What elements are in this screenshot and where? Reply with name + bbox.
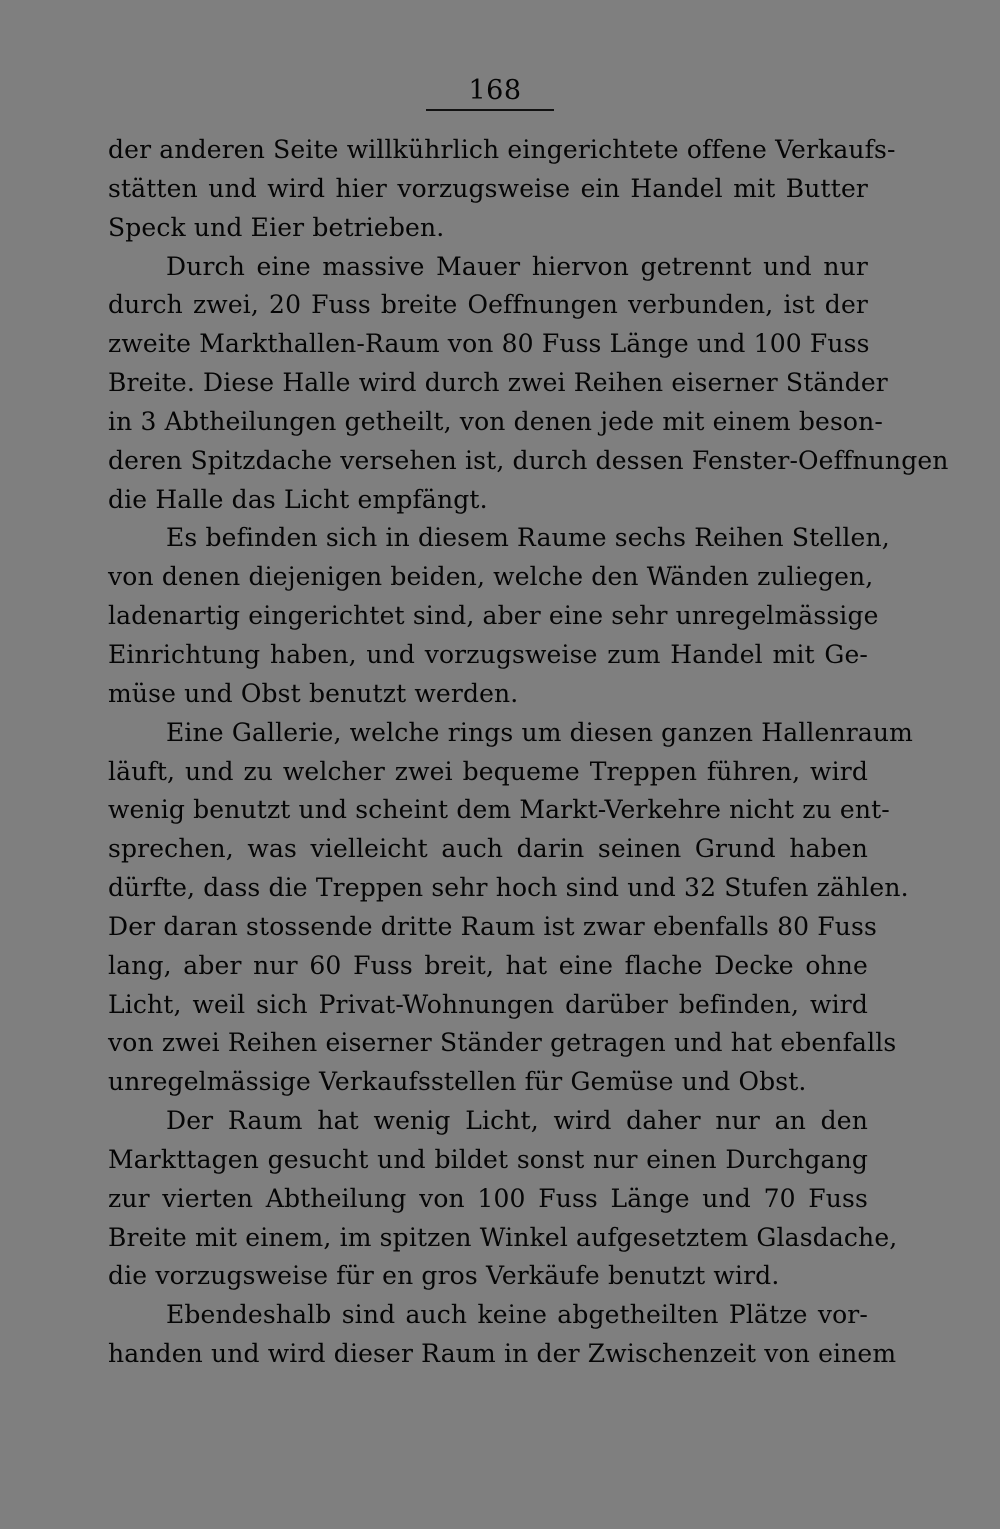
text-line: durch zwei, 20 Fuss breite Oeffnungen verbunden, ist der <box>108 290 868 320</box>
text-line: Speck und Eier betrieben. <box>108 212 445 242</box>
text-line: Licht, weil sich Privat-Wohnungen darüber befinden, wird <box>108 989 868 1019</box>
text-line: stätten und wird hier vorzugsweise ein Handel mit Butter <box>108 173 868 203</box>
text-line: wenig benutzt und scheint dem Markt-Verkehre nicht zu ent- <box>108 795 890 825</box>
text-line: unregelmässige Verkaufsstellen für Gemüse und Obst. <box>108 1067 807 1097</box>
text-line: dürfte, dass die Treppen sehr hoch sind und 32 Stufen zählen. <box>108 873 909 903</box>
text-line: ladenartig eingerichtet sind, aber eine sehr unregelmässige <box>108 601 879 631</box>
text-line: der anderen Seite willkührlich eingerichtete offene Verkaufs- <box>108 135 896 164</box>
text-line: Der daran stossende dritte Raum ist zwar ebenfalls 80 Fuss <box>108 911 877 941</box>
text-line: lang, aber nur 60 Fuss breit, hat eine flache Decke ohne <box>108 950 868 980</box>
text-line: von denen diejenigen beiden, welche den Wänden zuliegen, <box>108 562 874 592</box>
text-line: die Halle das Licht empfängt. <box>108 484 488 514</box>
text-line: Ebendeshalb sind auch keine abgetheilten Plätze vor- <box>166 1300 868 1330</box>
text-line: Markttagen gesucht und bildet sonst nur einen Durchgang <box>108 1144 868 1174</box>
text-line: läuft, und zu welcher zwei bequeme Treppen führen, wird <box>108 756 868 786</box>
text-line: Eine Gallerie, welche rings um diesen ganzen Hallenraum <box>166 717 913 747</box>
text-line: Breite. Diese Halle wird durch zwei Reihen eiserner Ständer <box>108 368 888 398</box>
text-line: die vorzugsweise für en gros Verkäufe benutzt wird. <box>108 1261 780 1291</box>
text-line: Durch eine massive Mauer hiervon getrennt und nur <box>166 251 868 281</box>
text-line: Es befinden sich in diesem Raume sechs Reihen Stellen, <box>166 523 890 553</box>
text-line: zur vierten Abtheilung von 100 Fuss Länge und 70 Fuss <box>108 1183 868 1213</box>
page-number: 168 <box>468 75 522 106</box>
header-rule <box>426 109 554 111</box>
text-line: Der Raum hat wenig Licht, wird daher nur an den <box>166 1106 868 1136</box>
text-line: sprechen, was vielleicht auch darin seinen Grund haben <box>108 834 868 864</box>
text-line: in 3 Abtheilungen getheilt, von denen jede mit einem beson- <box>108 406 883 436</box>
body-text <box>108 131 949 1374</box>
text-line: müse und Obst benutzt werden. <box>108 678 519 708</box>
text-line: von zwei Reihen eiserner Ständer getragen und hat ebenfalls <box>108 1028 897 1058</box>
text-line: deren Spitzdache versehen ist, durch dessen Fenster-Oeffnungen <box>108 445 949 475</box>
text-line: Breite mit einem, im spitzen Winkel aufgesetztem Glasdache, <box>108 1222 898 1252</box>
text-line: zweite Markthallen-Raum von 80 Fuss Länge und 100 Fuss <box>108 329 870 359</box>
text-line: Einrichtung haben, und vorzugsweise zum Handel mit Ge- <box>108 639 868 669</box>
text-line: handen und wird dieser Raum in der Zwischenzeit von einem <box>108 1339 897 1369</box>
